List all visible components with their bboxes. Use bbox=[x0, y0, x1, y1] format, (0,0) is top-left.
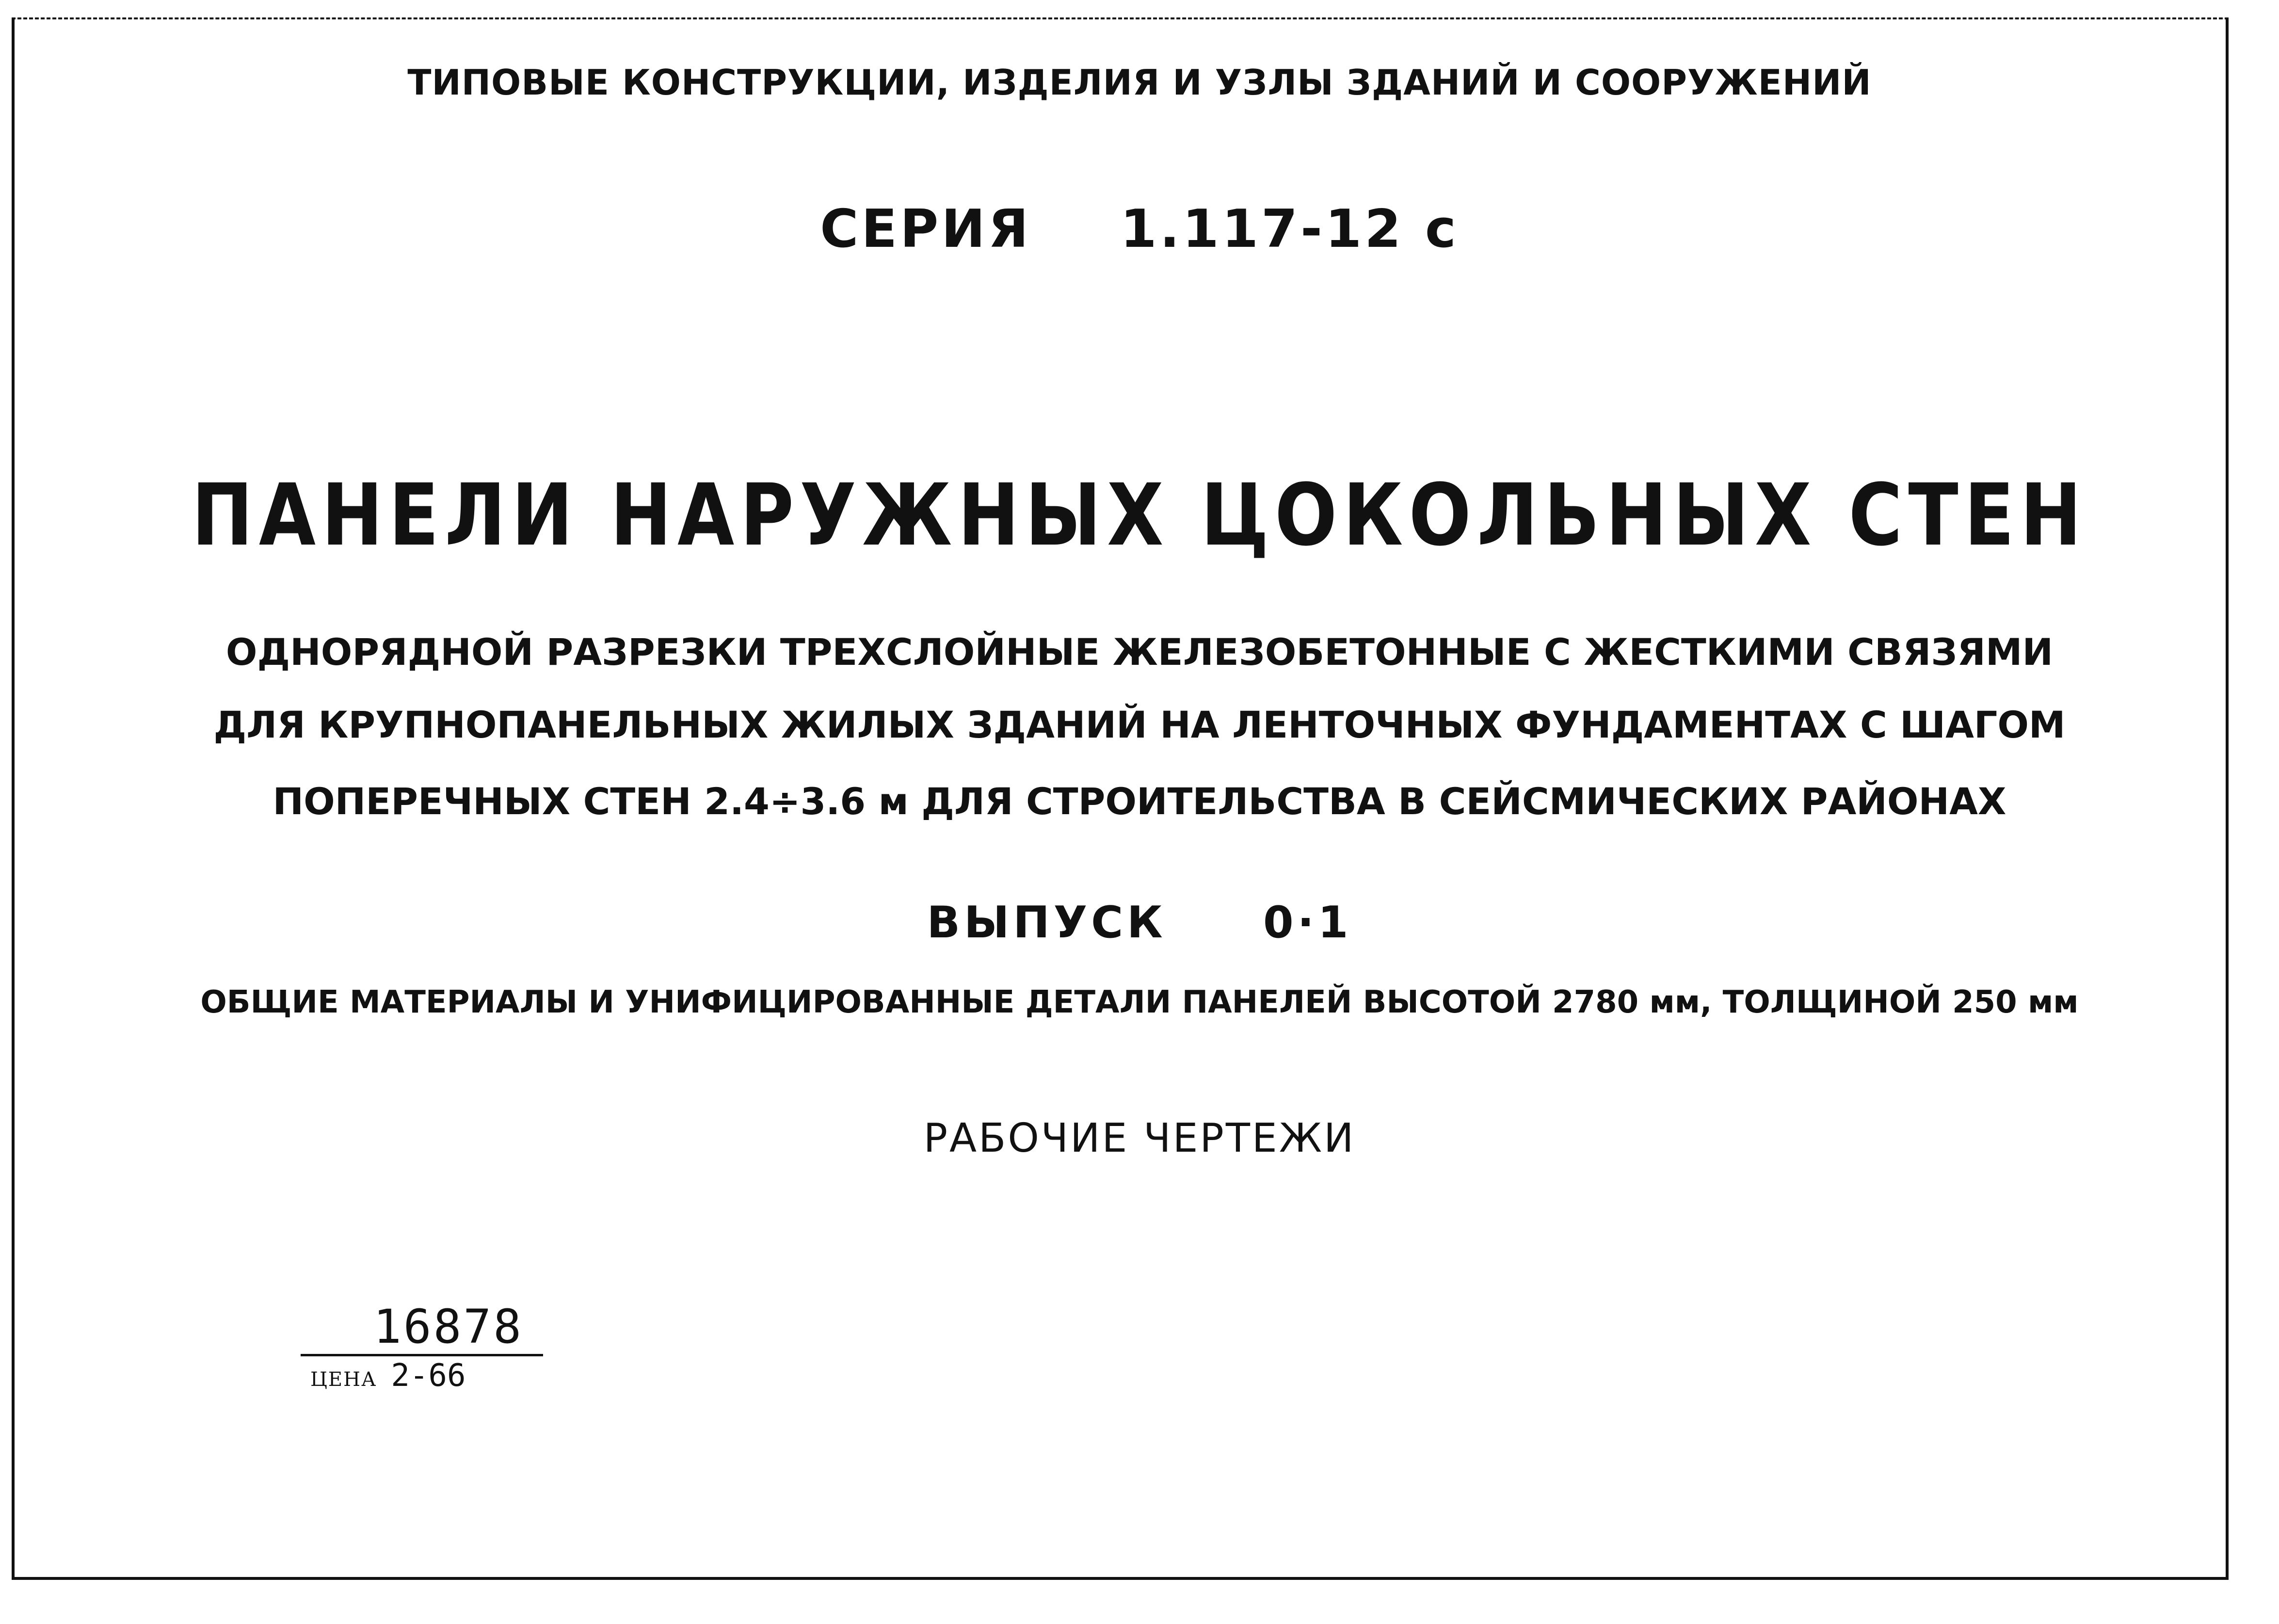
issue-label: ВЫПУСК bbox=[927, 897, 1167, 948]
series-line bbox=[0, 199, 2279, 259]
issue-description: ОБЩИЕ МАТЕРИАЛЫ И УНИФИЦИРОВАННЫЕ ДЕТАЛИ ПАНЕЛЕЙ ВЫСОТОЙ 2780 мм, ТОЛЩИНОЙ 250 мм bbox=[200, 984, 2079, 1020]
header-series-title: ТИПОВЫЕ КОНСТРУКЦИИ, ИЗДЕЛИЯ И УЗЛЫ ЗДАНИЙ И СООРУЖЕНИЙ bbox=[407, 62, 1872, 103]
doc-type: РАБОЧИЕ ЧЕРТЕЖИ bbox=[923, 1115, 1356, 1161]
subtitle-line-2: ДЛЯ КРУПНОПАНЕЛЬНЫХ ЖИЛЫХ ЗДАНИЙ НА ЛЕНТОЧНЫХ ФУНДАМЕНТАХ С ШАГОМ bbox=[213, 703, 2066, 746]
issue-number: 0·1 bbox=[1263, 897, 1352, 948]
series-label: СЕРИЯ bbox=[820, 199, 1031, 259]
price-row bbox=[310, 1358, 465, 1394]
subtitle-line-3: ПОПЕРЕЧНЫХ СТЕН 2.4÷3.6 м ДЛЯ СТРОИТЕЛЬСТВА В СЕЙСМИЧЕСКИХ РАЙОНАХ bbox=[273, 780, 2006, 823]
issue-line bbox=[0, 897, 2279, 948]
main-title: ПАНЕЛИ НАРУЖНЫХ ЦОКОЛЬНЫХ СТЕН bbox=[192, 466, 2087, 565]
price-label: ЦЕНА bbox=[310, 1368, 377, 1391]
subtitle-line-1: ОДНОРЯДНОЙ РАЗРЕЗКИ ТРЕХСЛОЙНЫЕ ЖЕЛЕЗОБЕТОННЫЕ С ЖЕСТКИМИ СВЯЗЯМИ bbox=[225, 630, 2054, 674]
series-number: 1.117-12 с bbox=[1120, 199, 1459, 259]
inventory-number: 16878 bbox=[373, 1300, 523, 1354]
stamp-divider bbox=[301, 1354, 543, 1356]
price-value: 2-66 bbox=[391, 1358, 466, 1394]
